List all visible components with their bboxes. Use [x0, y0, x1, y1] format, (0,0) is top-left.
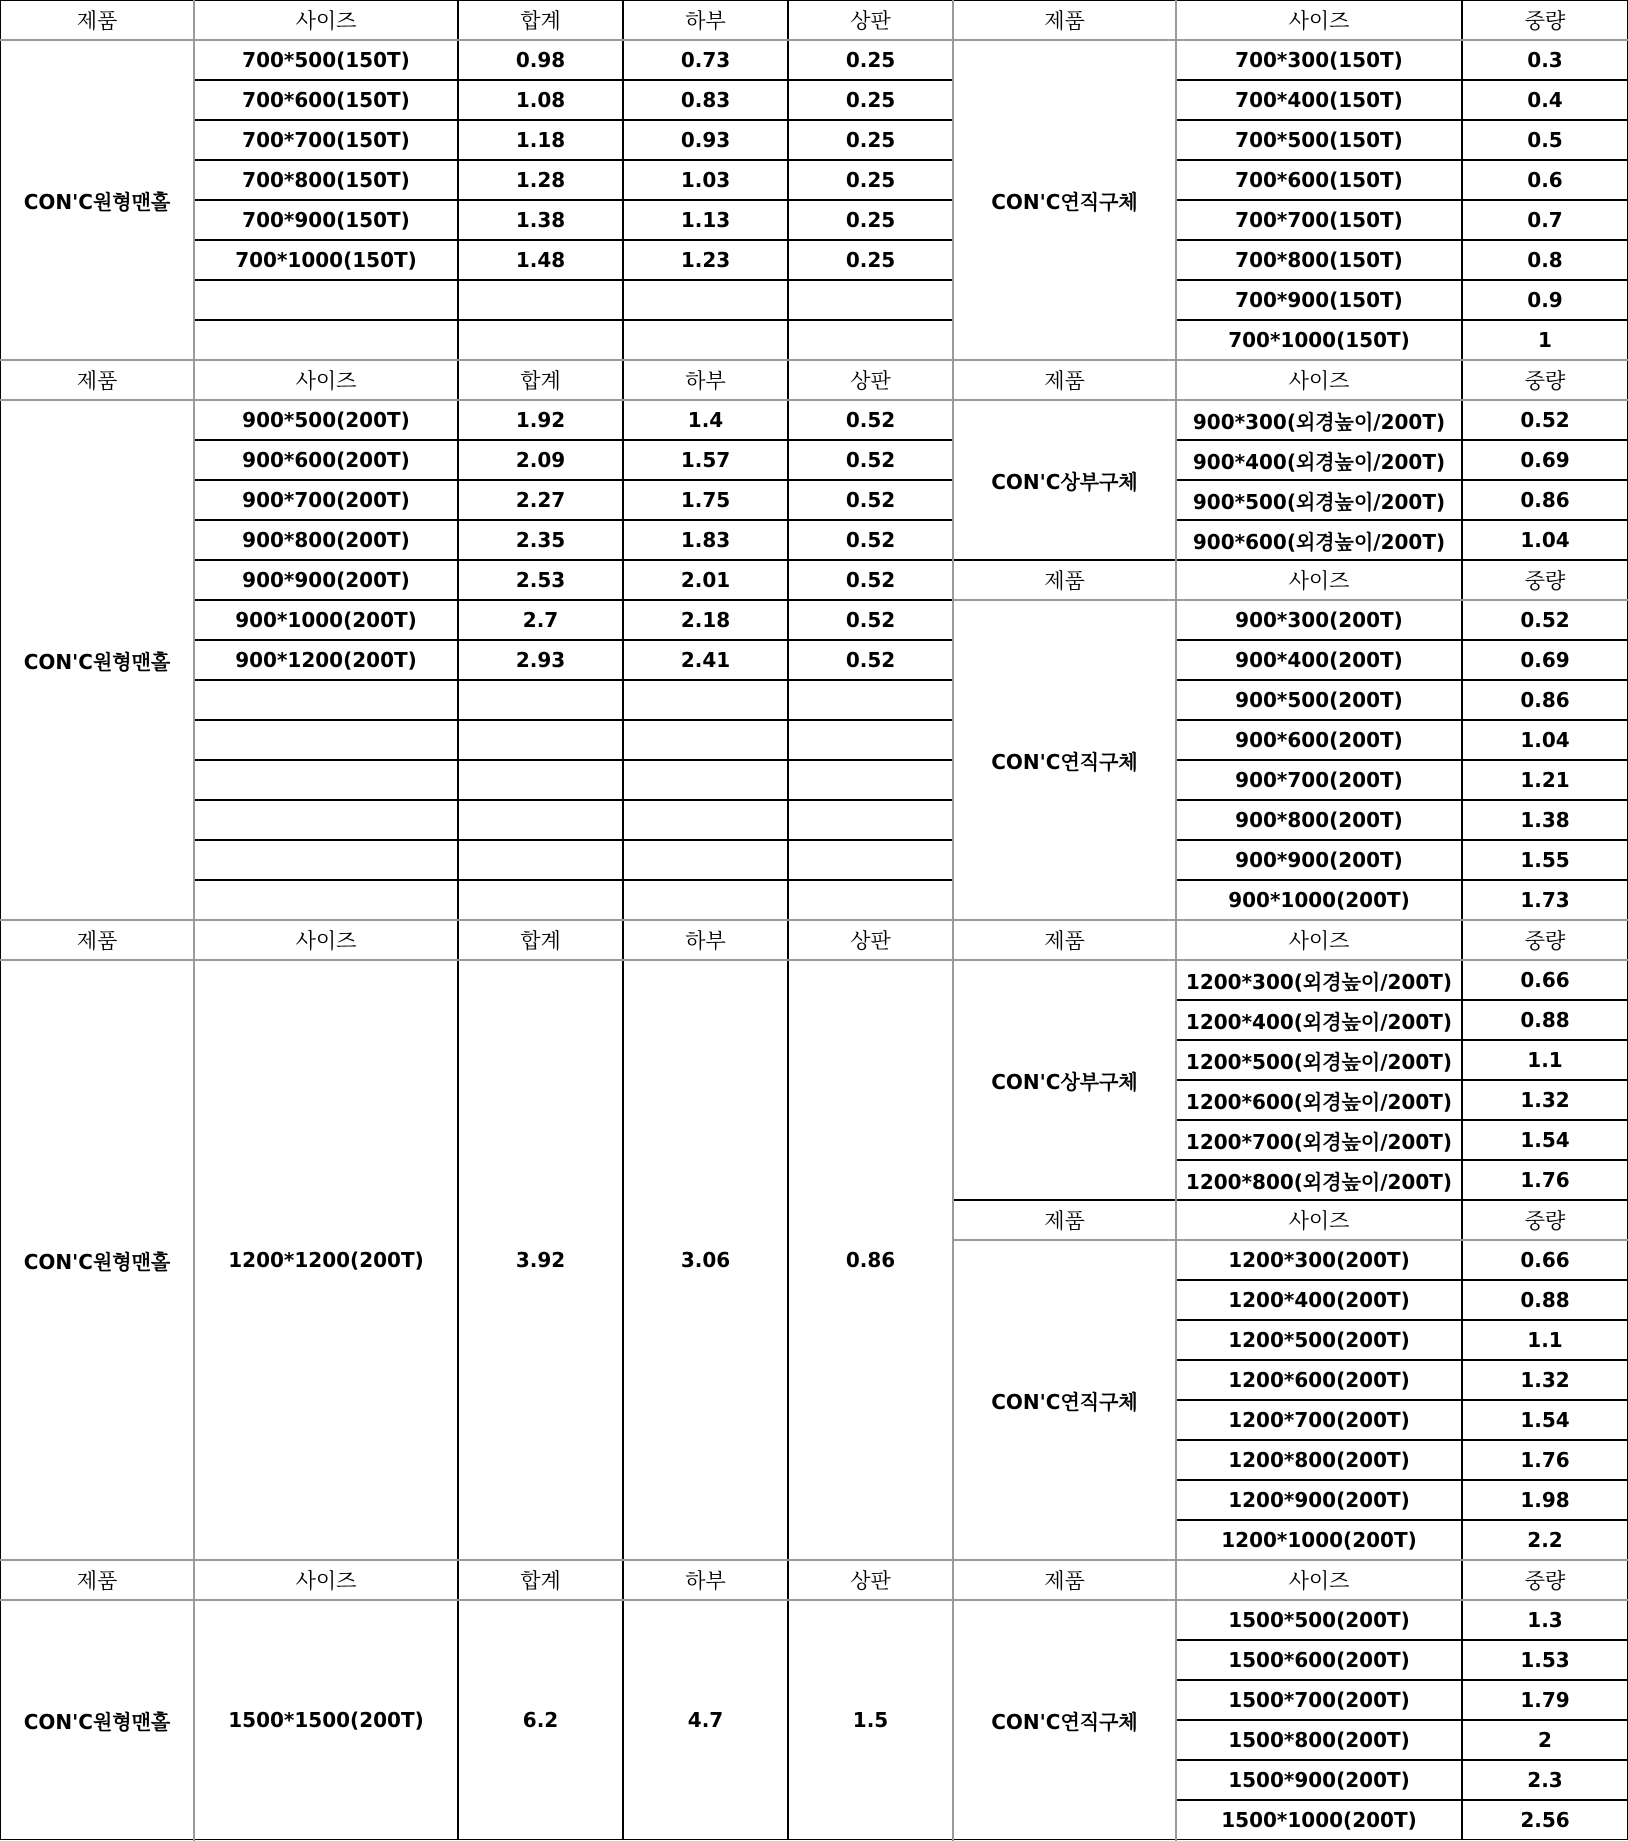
- cell-size: 700*1000(150T): [194, 240, 458, 280]
- table-divider: [0, 359, 1628, 361]
- cell-weight: 0.69: [1462, 440, 1628, 480]
- cell-size: 700*800(150T): [1176, 240, 1462, 280]
- cell-size: 1200*500(외경높이/200T): [1176, 1040, 1462, 1080]
- cell-size: 1200*300(200T): [1176, 1240, 1462, 1280]
- cell-weight: 1.76: [1462, 1440, 1628, 1480]
- cell-size: 1500*800(200T): [1176, 1720, 1462, 1760]
- cell-slab: 0.52: [788, 640, 953, 680]
- header-lower: 하부: [623, 360, 788, 400]
- header-slab: 상판: [788, 1560, 953, 1600]
- cell-size: 900*1000(200T): [194, 600, 458, 640]
- table-divider: [953, 599, 1628, 601]
- cell-total: 1.48: [458, 240, 623, 280]
- cell-lower: 1.57: [623, 440, 788, 480]
- cell-weight: 2: [1462, 1720, 1628, 1760]
- empty-cell: [788, 280, 953, 320]
- cell-slab: 0.52: [788, 480, 953, 520]
- empty-cell: [194, 840, 458, 880]
- cell-total: 1.28: [458, 160, 623, 200]
- cell-weight: 0.86: [1462, 480, 1628, 520]
- cell-weight: 1.54: [1462, 1400, 1628, 1440]
- cell-weight: 1.55: [1462, 840, 1628, 880]
- cell-lower: 1.03: [623, 160, 788, 200]
- header-lower: 하부: [623, 1560, 788, 1600]
- cell-size: 1200*1200(200T): [194, 960, 458, 1560]
- cell-weight: 1.98: [1462, 1480, 1628, 1520]
- cell-weight: 0.7: [1462, 200, 1628, 240]
- cell-size: 1200*400(200T): [1176, 1280, 1462, 1320]
- empty-cell: [458, 800, 623, 840]
- product-name: CON'C연직구체: [953, 1240, 1176, 1560]
- cell-weight: 0.52: [1462, 600, 1628, 640]
- cell-size: 900*800(200T): [1176, 800, 1462, 840]
- cell-size: 1200*1000(200T): [1176, 1520, 1462, 1560]
- empty-cell: [194, 280, 458, 320]
- table-divider: [0, 1599, 1628, 1601]
- empty-cell: [623, 760, 788, 800]
- cell-size: 1500*1500(200T): [194, 1600, 458, 1840]
- cell-weight: 0.86: [1462, 680, 1628, 720]
- header-product: 제품: [0, 1560, 194, 1600]
- cell-size: 1200*400(외경높이/200T): [1176, 1000, 1462, 1040]
- cell-size: 700*700(150T): [1176, 200, 1462, 240]
- cell-total: 0.98: [458, 40, 623, 80]
- cell-size: 1200*700(외경높이/200T): [1176, 1120, 1462, 1160]
- cell-slab: 0.25: [788, 160, 953, 200]
- empty-cell: [194, 320, 458, 360]
- header-slab: 상판: [788, 0, 953, 40]
- cell-slab: 0.52: [788, 400, 953, 440]
- header-size: 사이즈: [1176, 0, 1462, 40]
- product-name: CON'C상부구체: [953, 400, 1176, 560]
- cell-weight: 0.8: [1462, 240, 1628, 280]
- cell-lower: 1.75: [623, 480, 788, 520]
- header-product: 제품: [953, 0, 1176, 40]
- cell-weight: 1.04: [1462, 520, 1628, 560]
- empty-cell: [458, 840, 623, 880]
- header-total: 합계: [458, 0, 623, 40]
- cell-size: 900*1000(200T): [1176, 880, 1462, 920]
- cell-size: 1200*700(200T): [1176, 1400, 1462, 1440]
- cell-size: 900*400(외경높이/200T): [1176, 440, 1462, 480]
- cell-size: 1200*600(외경높이/200T): [1176, 1080, 1462, 1120]
- cell-weight: 0.69: [1462, 640, 1628, 680]
- cell-weight: 0.66: [1462, 960, 1628, 1000]
- header-size: 사이즈: [1176, 1200, 1462, 1240]
- cell-total: 6.2: [458, 1600, 623, 1840]
- empty-cell: [788, 840, 953, 880]
- cell-total: 1.38: [458, 200, 623, 240]
- product-name: CON'C상부구체: [953, 960, 1176, 1200]
- cell-size: 700*800(150T): [194, 160, 458, 200]
- cell-size: 900*600(200T): [194, 440, 458, 480]
- cell-lower: 1.4: [623, 400, 788, 440]
- cell-slab: 0.25: [788, 200, 953, 240]
- cell-size: 900*900(200T): [1176, 840, 1462, 880]
- product-name: CON'C연직구체: [953, 600, 1176, 920]
- empty-cell: [788, 880, 953, 920]
- header-size: 사이즈: [1176, 360, 1462, 400]
- header-product: 제품: [953, 360, 1176, 400]
- cell-size: 900*1200(200T): [194, 640, 458, 680]
- cell-size: 900*800(200T): [194, 520, 458, 560]
- cell-total: 3.92: [458, 960, 623, 1560]
- cell-lower: 0.93: [623, 120, 788, 160]
- empty-cell: [623, 800, 788, 840]
- cell-size: 1200*900(200T): [1176, 1480, 1462, 1520]
- cell-size: 900*700(200T): [1176, 760, 1462, 800]
- cell-weight: 1: [1462, 320, 1628, 360]
- header-lower: 하부: [623, 0, 788, 40]
- cell-weight: 0.4: [1462, 80, 1628, 120]
- table-divider: [0, 959, 1628, 961]
- cell-slab: 0.52: [788, 440, 953, 480]
- cell-weight: 1.1: [1462, 1040, 1628, 1080]
- cell-lower: 0.83: [623, 80, 788, 120]
- cell-lower: 2.01: [623, 560, 788, 600]
- cell-slab: 0.52: [788, 520, 953, 560]
- cell-size: 900*300(외경높이/200T): [1176, 400, 1462, 440]
- cell-weight: 0.6: [1462, 160, 1628, 200]
- product-name: CON'C연직구체: [953, 40, 1176, 360]
- cell-size: 700*600(150T): [194, 80, 458, 120]
- cell-total: 2.35: [458, 520, 623, 560]
- empty-cell: [623, 320, 788, 360]
- empty-cell: [788, 320, 953, 360]
- cell-slab: 0.52: [788, 560, 953, 600]
- cell-weight: 1.32: [1462, 1360, 1628, 1400]
- cell-size: 700*500(150T): [1176, 120, 1462, 160]
- header-product: 제품: [0, 0, 194, 40]
- header-slab: 상판: [788, 920, 953, 960]
- cell-size: 900*600(200T): [1176, 720, 1462, 760]
- table-divider: [0, 1559, 1628, 1561]
- cell-slab: 0.25: [788, 240, 953, 280]
- cell-slab: 0.25: [788, 40, 953, 80]
- cell-slab: 0.25: [788, 120, 953, 160]
- header-slab: 상판: [788, 360, 953, 400]
- empty-cell: [194, 760, 458, 800]
- cell-size: 900*500(200T): [1176, 680, 1462, 720]
- cell-size: 900*500(외경높이/200T): [1176, 480, 1462, 520]
- empty-cell: [458, 720, 623, 760]
- cell-total: 2.09: [458, 440, 623, 480]
- header-size: 사이즈: [194, 920, 458, 960]
- cell-size: 900*700(200T): [194, 480, 458, 520]
- cell-weight: 1.32: [1462, 1080, 1628, 1120]
- cell-total: 2.93: [458, 640, 623, 680]
- cell-total: 2.27: [458, 480, 623, 520]
- cell-total: 1.18: [458, 120, 623, 160]
- empty-cell: [194, 720, 458, 760]
- empty-cell: [194, 800, 458, 840]
- product-name: CON'C연직구체: [953, 1600, 1176, 1840]
- cell-lower: 4.7: [623, 1600, 788, 1840]
- empty-cell: [623, 880, 788, 920]
- cell-size: 1200*600(200T): [1176, 1360, 1462, 1400]
- cell-total: 2.7: [458, 600, 623, 640]
- table-divider: [953, 1239, 1628, 1241]
- cell-size: 1500*700(200T): [1176, 1680, 1462, 1720]
- table-divider: [193, 0, 195, 1841]
- cell-weight: 1.1: [1462, 1320, 1628, 1360]
- empty-cell: [458, 280, 623, 320]
- product-name: CON'C원형맨홀: [0, 400, 194, 920]
- cell-weight: 0.88: [1462, 1000, 1628, 1040]
- cell-size: 700*900(150T): [1176, 280, 1462, 320]
- cell-size: 1500*500(200T): [1176, 1600, 1462, 1640]
- cell-lower: 3.06: [623, 960, 788, 1560]
- product-name: CON'C원형맨홀: [0, 960, 194, 1560]
- header-product: 제품: [953, 1200, 1176, 1240]
- header-weight: 중량: [1462, 360, 1628, 400]
- header-total: 합계: [458, 360, 623, 400]
- header-product: 제품: [953, 1560, 1176, 1600]
- cell-lower: 1.13: [623, 200, 788, 240]
- cell-size: 900*500(200T): [194, 400, 458, 440]
- empty-cell: [458, 880, 623, 920]
- header-product: 제품: [953, 920, 1176, 960]
- cell-weight: 1.53: [1462, 1640, 1628, 1680]
- cell-weight: 1.79: [1462, 1680, 1628, 1720]
- header-size: 사이즈: [1176, 560, 1462, 600]
- header-weight: 중량: [1462, 920, 1628, 960]
- header-size: 사이즈: [1176, 1560, 1462, 1600]
- empty-cell: [623, 720, 788, 760]
- header-weight: 중량: [1462, 1200, 1628, 1240]
- cell-size: 700*300(150T): [1176, 40, 1462, 80]
- cell-size: 700*700(150T): [194, 120, 458, 160]
- empty-cell: [788, 800, 953, 840]
- cell-weight: 1.3: [1462, 1600, 1628, 1640]
- header-weight: 중량: [1462, 1560, 1628, 1600]
- cell-weight: 2.2: [1462, 1520, 1628, 1560]
- cell-weight: 0.88: [1462, 1280, 1628, 1320]
- cell-weight: 1.38: [1462, 800, 1628, 840]
- cell-size: 900*300(200T): [1176, 600, 1462, 640]
- cell-slab: 0.25: [788, 80, 953, 120]
- cell-total: 1.08: [458, 80, 623, 120]
- cell-size: 900*900(200T): [194, 560, 458, 600]
- table-divider: [0, 39, 1628, 41]
- cell-size: 1200*800(200T): [1176, 1440, 1462, 1480]
- cell-size: 1200*800(외경높이/200T): [1176, 1160, 1462, 1200]
- empty-cell: [458, 760, 623, 800]
- cell-size: 700*1000(150T): [1176, 320, 1462, 360]
- cell-size: 1500*1000(200T): [1176, 1800, 1462, 1840]
- cell-size: 700*500(150T): [194, 40, 458, 80]
- empty-cell: [623, 280, 788, 320]
- cell-slab: 0.86: [788, 960, 953, 1560]
- cell-size: 700*400(150T): [1176, 80, 1462, 120]
- cell-size: 700*900(150T): [194, 200, 458, 240]
- product-name: CON'C원형맨홀: [0, 40, 194, 360]
- empty-cell: [623, 840, 788, 880]
- cell-weight: 2.56: [1462, 1800, 1628, 1840]
- cell-weight: 1.76: [1462, 1160, 1628, 1200]
- empty-cell: [623, 680, 788, 720]
- product-name: CON'C원형맨홀: [0, 1600, 194, 1840]
- cell-weight: 0.5: [1462, 120, 1628, 160]
- empty-cell: [458, 680, 623, 720]
- cell-total: 2.53: [458, 560, 623, 600]
- empty-cell: [194, 680, 458, 720]
- cell-lower: 0.73: [623, 40, 788, 80]
- cell-size: 700*600(150T): [1176, 160, 1462, 200]
- cell-size: 900*600(외경높이/200T): [1176, 520, 1462, 560]
- empty-cell: [788, 680, 953, 720]
- cell-weight: 2.3: [1462, 1760, 1628, 1800]
- cell-weight: 1.73: [1462, 880, 1628, 920]
- table-divider: [0, 919, 1628, 921]
- header-total: 합계: [458, 920, 623, 960]
- empty-cell: [788, 760, 953, 800]
- cell-size: 1200*500(200T): [1176, 1320, 1462, 1360]
- empty-cell: [458, 320, 623, 360]
- cell-size: 1500*900(200T): [1176, 1760, 1462, 1800]
- header-product: 제품: [0, 360, 194, 400]
- header-size: 사이즈: [194, 1560, 458, 1600]
- cell-weight: 0.66: [1462, 1240, 1628, 1280]
- table-divider: [952, 0, 954, 1841]
- cell-weight: 0.3: [1462, 40, 1628, 80]
- cell-weight: 0.9: [1462, 280, 1628, 320]
- header-weight: 중량: [1462, 0, 1628, 40]
- cell-size: 1200*300(외경높이/200T): [1176, 960, 1462, 1000]
- header-total: 합계: [458, 1560, 623, 1600]
- header-size: 사이즈: [1176, 920, 1462, 960]
- header-product: 제품: [0, 920, 194, 960]
- cell-size: 900*400(200T): [1176, 640, 1462, 680]
- cell-slab: 1.5: [788, 1600, 953, 1840]
- empty-cell: [788, 720, 953, 760]
- cell-total: 1.92: [458, 400, 623, 440]
- cell-weight: 0.52: [1462, 400, 1628, 440]
- header-size: 사이즈: [194, 0, 458, 40]
- cell-lower: 1.83: [623, 520, 788, 560]
- cell-lower: 2.18: [623, 600, 788, 640]
- header-lower: 하부: [623, 920, 788, 960]
- cell-weight: 1.21: [1462, 760, 1628, 800]
- cell-lower: 1.23: [623, 240, 788, 280]
- cell-weight: 1.54: [1462, 1120, 1628, 1160]
- empty-cell: [194, 880, 458, 920]
- cell-slab: 0.52: [788, 600, 953, 640]
- header-product: 제품: [953, 560, 1176, 600]
- cell-lower: 2.41: [623, 640, 788, 680]
- cell-size: 1500*600(200T): [1176, 1640, 1462, 1680]
- table-divider: [0, 399, 1628, 401]
- table-divider: [1175, 0, 1177, 1841]
- header-weight: 중량: [1462, 560, 1628, 600]
- header-size: 사이즈: [194, 360, 458, 400]
- cell-weight: 1.04: [1462, 720, 1628, 760]
